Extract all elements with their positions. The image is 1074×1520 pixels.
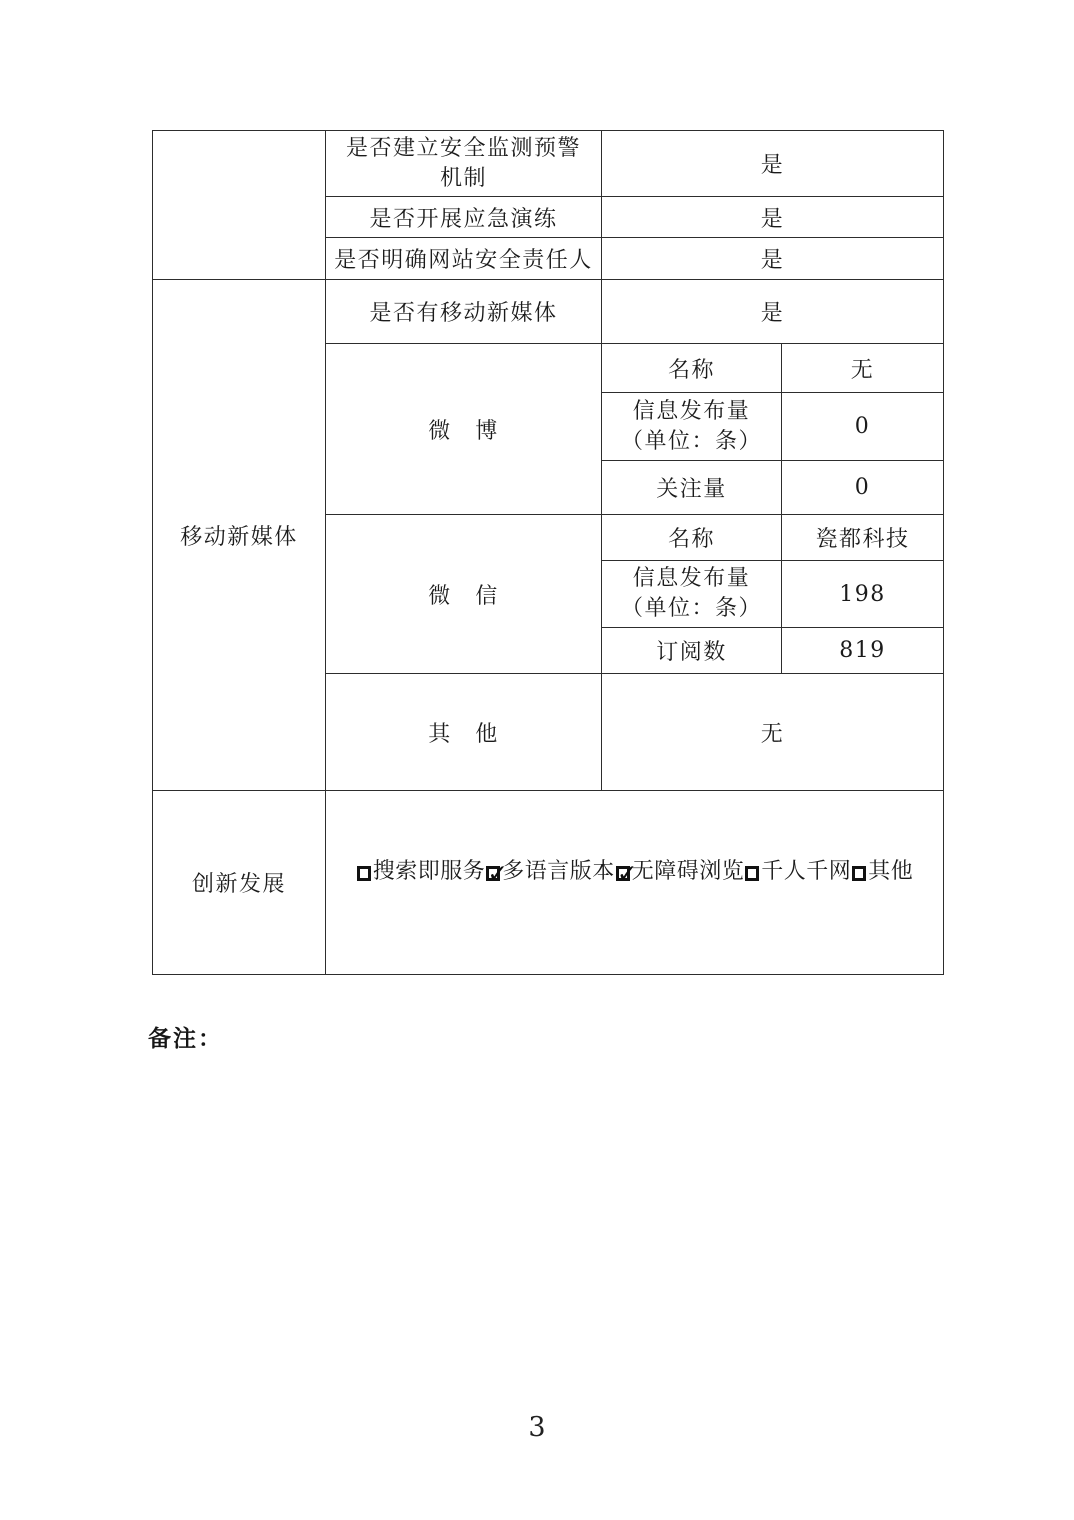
answer-cell-security-monitoring: 是 (602, 131, 944, 197)
field-cell-weibo-followers: 关注量 (602, 461, 782, 515)
label-cell-wechat: 微 信 (326, 515, 602, 674)
answer-cell-security-responsible: 是 (602, 238, 944, 280)
section-cell-mobile-media: 移动新媒体 (153, 280, 326, 791)
field-cell-wechat-name: 名称 (602, 515, 782, 561)
innovation-checkbox-label: 多语言版本 (502, 859, 615, 884)
table-row (153, 791, 944, 975)
field-cell-weibo-name: 名称 (602, 344, 782, 393)
table-row (153, 280, 944, 344)
label-cell-other-media: 其 他 (326, 674, 602, 791)
value-cell-other-media: 无 (602, 674, 944, 791)
remarks-label: 备注： (148, 1026, 223, 1052)
answer-cell-has-mobile-media: 是 (602, 280, 944, 344)
field-cell-weibo-posts (602, 393, 782, 461)
question-line: 是否建立安全监测预警 (345, 135, 581, 161)
value-cell-weibo-name: 无 (782, 344, 944, 393)
innovation-options-cell (326, 791, 944, 975)
innovation-options (332, 854, 937, 885)
value-cell-weibo-posts: 0 (782, 393, 944, 461)
value-cell-weibo-followers: 0 (782, 461, 944, 515)
page-number: 3 (528, 1412, 546, 1443)
innovation-checkbox-4-unchecked[interactable] (852, 866, 866, 881)
question-cell-security-monitoring (326, 131, 602, 197)
innovation-option (356, 854, 486, 885)
innovation-option (615, 854, 745, 885)
question-cell-security-responsible: 是否明确网站安全责任人 (326, 238, 602, 280)
field-line: 信息发布量 (632, 398, 751, 424)
innovation-option (485, 854, 615, 885)
field-cell-wechat-subscribers: 订阅数 (602, 628, 782, 674)
value-cell-wechat-name: 瓷都科技 (782, 515, 944, 561)
innovation-checkbox-label: 搜索即服务 (372, 859, 486, 884)
section-cell-empty (153, 131, 326, 280)
innovation-checkbox-3-unchecked[interactable] (745, 866, 759, 881)
question-cell-has-mobile-media: 是否有移动新媒体 (326, 280, 602, 344)
innovation-checkbox-1-checked[interactable] (486, 866, 500, 881)
value-cell-wechat-posts: 198 (782, 561, 944, 628)
innovation-option (744, 854, 851, 885)
innovation-checkbox-label: 其他 (868, 859, 914, 884)
field-line: （单位：条） (620, 596, 762, 621)
section-cell-innovation: 创新发展 (153, 791, 326, 975)
innovation-checkbox-label: 千人千网 (761, 859, 852, 884)
value-cell-wechat-subscribers: 819 (782, 628, 944, 674)
annual-report-table (152, 130, 944, 975)
field-cell-wechat-posts (602, 561, 782, 628)
label-cell-weibo: 微 博 (326, 344, 602, 515)
field-line: 信息发布量 (632, 566, 751, 591)
question-cell-emergency-drill: 是否开展应急演练 (326, 197, 602, 238)
innovation-checkbox-label: 无障碍浏览 (631, 859, 745, 884)
innovation-option (851, 854, 913, 885)
table-row (153, 131, 944, 197)
innovation-checkbox-0-unchecked[interactable] (357, 866, 371, 881)
question-line: 机制 (439, 165, 487, 191)
innovation-checkbox-2-checked[interactable] (616, 866, 630, 881)
field-line: （单位：条） (620, 428, 762, 454)
answer-cell-emergency-drill: 是 (602, 197, 944, 238)
